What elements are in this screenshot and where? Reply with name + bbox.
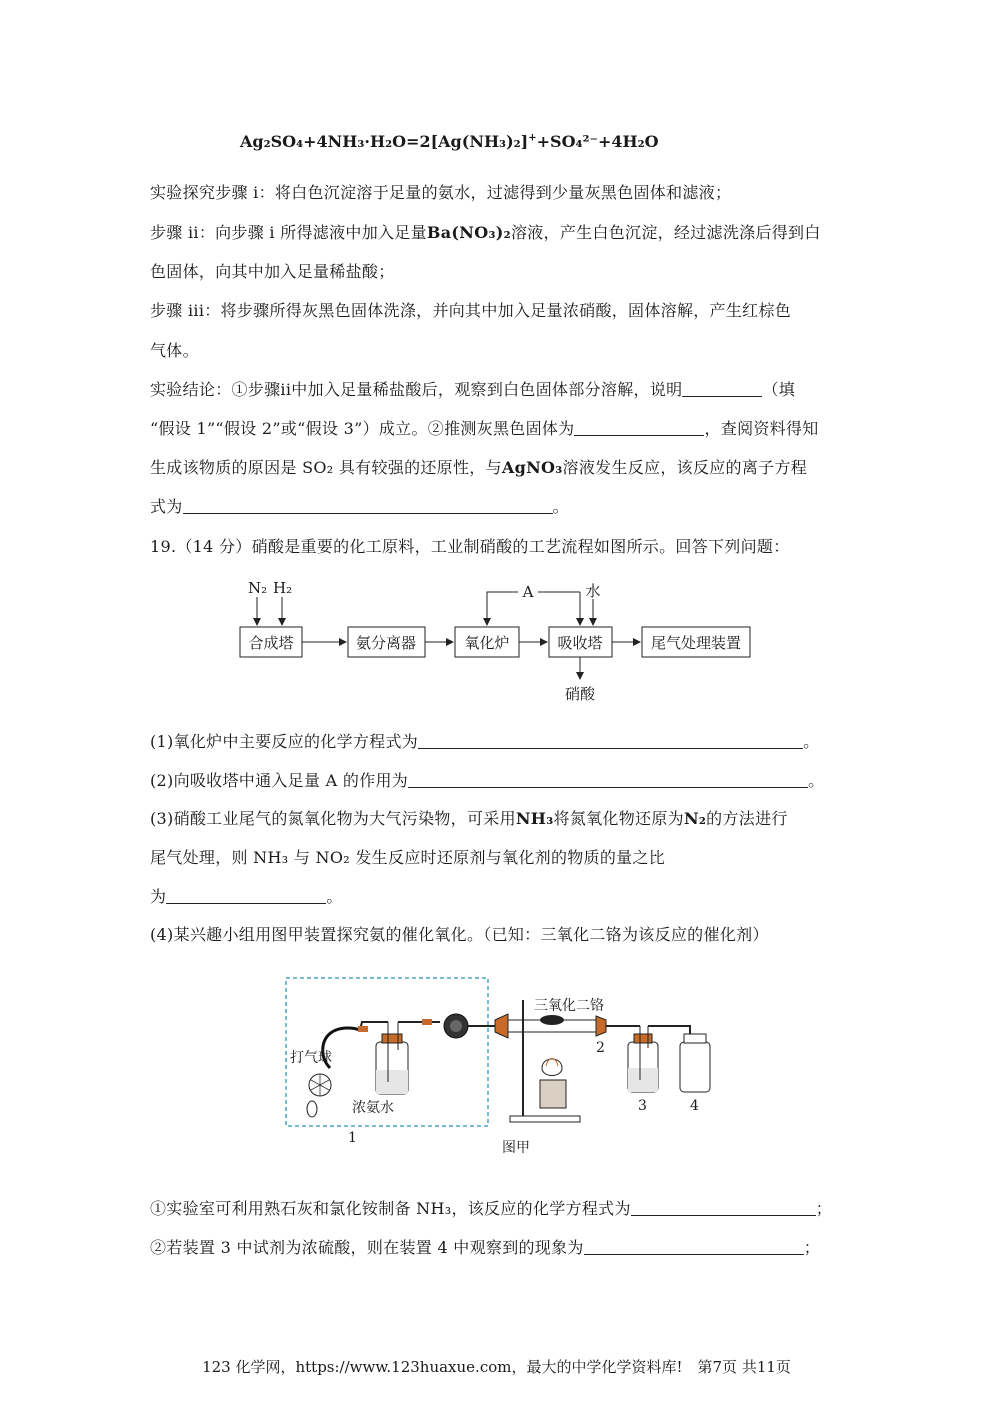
answer-blank-ionic-equation[interactable]	[183, 497, 553, 514]
sub-1-end: ；	[815, 1199, 833, 1218]
flow-label-water: 水	[585, 582, 601, 600]
flow-label-oxidizer: 氧化炉	[464, 634, 510, 652]
part-1-end: 。	[803, 732, 820, 751]
label-number-1: 1	[348, 1130, 357, 1146]
part-3-line-3	[150, 884, 343, 907]
conclusion-text-h: 。	[552, 497, 569, 516]
sub-1-text: ①实验室可利用熟石灰和氯化铵制备 NH₃，该反应的化学方程式为	[150, 1199, 631, 1218]
flow-label-separator: 氨分离器	[355, 634, 417, 652]
sub-1-line	[150, 1196, 832, 1219]
answer-blank-hypothesis[interactable]	[682, 380, 762, 397]
equation-right: +SO₄²⁻+4H₂O	[536, 132, 659, 151]
flow-label-tail-gas: 尾气处理装置	[650, 634, 742, 652]
wash-bottle-1	[376, 1022, 408, 1094]
equation	[240, 132, 659, 151]
nh3-formula: NH₃	[515, 809, 554, 828]
n2-formula: N₂	[683, 809, 707, 828]
part-1-text: (1)氧化炉中主要反应的化学方程式为	[150, 732, 419, 751]
answer-blank-part-1[interactable]	[418, 732, 803, 749]
apparatus-diagram	[280, 970, 730, 1160]
conclusion-text-e: 生成该物质的原因是 SO₂ 具有较强的还原性，与	[150, 458, 502, 477]
answer-blank-part-2[interactable]	[408, 771, 808, 788]
label-pump: 打气球	[290, 1050, 332, 1066]
flow-label-absorber: 吸收塔	[557, 634, 603, 652]
part-4-line: (4)某兴趣小组用图甲装置探究氨的催化氧化。（已知：三氧化二铬为该反应的催化剂）	[150, 925, 769, 944]
flow-input-n2: N₂	[248, 579, 268, 597]
part-3-line-1	[150, 806, 788, 829]
collection-bottle-4	[680, 1034, 710, 1092]
page-footer: 123 化学网，https://www.123huaxue.com，最大的中学化学资料库! 第7页 共11页	[202, 1358, 791, 1376]
part-3-text-c: 将氮氧化物还原为	[553, 809, 684, 828]
sub-2-text: ②若装置 3 中试剂为浓硫酸，则在装置 4 中观察到的现象为	[150, 1238, 584, 1257]
step-iii-line: 步骤 iii：将步骤所得灰黑色固体洗涤，并向其中加入足量浓硝酸，固体溶解，产生红棕色	[150, 301, 792, 320]
ba-no3-formula: Ba(NO₃)₂	[426, 223, 511, 242]
part-2-end: 。	[808, 771, 825, 790]
flow-input-h2: H₂	[273, 579, 293, 597]
conclusion-text-b: （填	[762, 380, 796, 399]
flow-label-synthesis: 合成塔	[248, 634, 294, 652]
step-ii-text-c: 溶液，产生白色沉淀，经过滤洗涤后得到白	[510, 223, 821, 242]
step-ii-line	[150, 220, 821, 243]
process-flow-diagram	[230, 575, 770, 710]
equation-charge: +	[528, 132, 537, 144]
step-iii-continued: 气体。	[150, 341, 199, 360]
sub-2-line	[150, 1235, 820, 1258]
part-2-text: (2)向吸收塔中通入足量 A 的作用为	[150, 771, 409, 790]
conclusion-text-c: “假设 1”“假设 2”或“假设 3”）成立。②推测灰黑色固体为	[150, 419, 575, 438]
flow-output-nitric-acid: 硝酸	[564, 685, 596, 703]
label-number-4: 4	[690, 1098, 699, 1114]
label-ammonia: 浓氨水	[352, 1100, 394, 1116]
part-3-text-g: 为	[150, 887, 167, 906]
conclusion-text-a: 实验结论：①步骤ii中加入足量稀盐酸后，观察到白色固体部分溶解，说明	[150, 380, 683, 399]
question-19-header: 19.（14 分）硝酸是重要的化工原料，工业制硝酸的工艺流程如图所示。回答下列问题：	[150, 537, 790, 556]
conclusion-line-2	[150, 416, 819, 439]
conclusion-line-4	[150, 494, 569, 517]
label-number-2: 2	[596, 1040, 605, 1056]
conclusion-line-3	[150, 455, 807, 478]
sub-2-end: ；	[803, 1238, 821, 1257]
answer-blank-solid[interactable]	[574, 419, 704, 436]
part-3-end: 。	[326, 887, 343, 906]
wash-bottle-3	[628, 1026, 658, 1092]
figure-caption: 图甲	[502, 1140, 530, 1156]
step-i-line: 实验探究步骤 i：将白色沉淀溶于足量的氨水，过滤得到少量灰黑色固体和滤液；	[150, 183, 732, 202]
agno3-formula: AgNO₃	[501, 458, 563, 477]
step-ii-text-a: 步骤 ii：向步骤 i 所得滤液中加入足量	[150, 223, 427, 242]
part-3-text-e: 的方法进行	[706, 809, 788, 828]
answer-blank-sub-2[interactable]	[584, 1238, 804, 1255]
part-1-line	[150, 729, 819, 752]
conclusion-text-f: 溶液发生反应，该反应的离子方程	[562, 458, 808, 477]
conclusion-line-1	[150, 377, 795, 400]
part-3-text-a: (3)硝酸工业尾气的氮氧化物为大气污染物，可采用	[150, 809, 516, 828]
equation-left: Ag₂SO₄+4NH₃·H₂O=2[Ag(NH₃)₂]	[240, 132, 529, 151]
reaction-tube	[495, 1014, 606, 1038]
flow-label-a: A	[522, 583, 534, 601]
part-3-line-2: 尾气处理，则 NH₃ 与 NO₂ 发生反应时还原剂与氧化剂的物质的量之比	[150, 848, 666, 867]
label-number-3: 3	[638, 1098, 647, 1114]
answer-blank-part-3[interactable]	[166, 887, 326, 904]
conclusion-text-g: 式为	[150, 497, 183, 516]
step-ii-continued: 色固体，向其中加入足量稀盐酸；	[150, 262, 395, 281]
conclusion-text-d: ，查阅资料得知	[704, 419, 819, 438]
answer-blank-sub-1[interactable]	[631, 1199, 816, 1216]
label-catalyst: 三氧化二铬	[534, 998, 604, 1014]
part-2-line	[150, 768, 824, 791]
